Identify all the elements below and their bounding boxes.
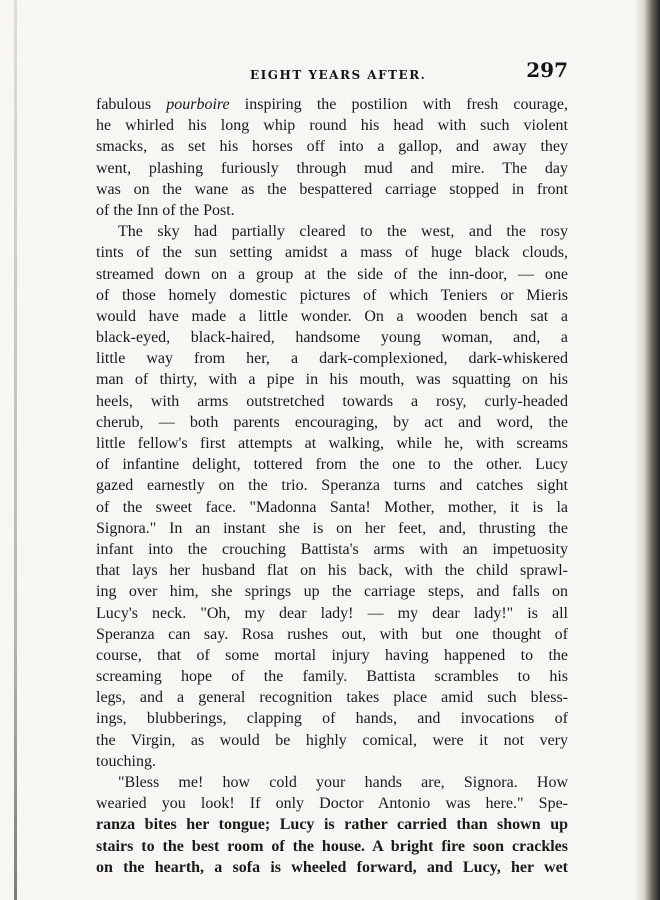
text-line: man of thirty, with a pipe in his mouth, was squatting on his [96, 371, 568, 389]
text-line: went, plashing furiously through mud and mire. The day [96, 159, 568, 177]
text-line: that lays her husband flat on his back, with the child sprawl- [96, 562, 568, 580]
text-line: touching. [96, 752, 156, 770]
page-number: 297 [526, 58, 568, 82]
text-line: little way from her, a dark-complexioned, dark-whiskered [96, 350, 568, 368]
text-line: would have made a little wonder. On a wooden bench sat a [96, 307, 568, 325]
text-line: legs, and a general recognition takes place amid such bless- [96, 689, 568, 707]
text-line: ings, blubberings, clapping of hands, and invocations of [96, 710, 568, 728]
running-title: EIGHT YEARS AFTER. [250, 68, 427, 82]
text-line: Speranza can say. Rosa rushes out, with but one thought of [96, 625, 568, 643]
text-line: he whirled his long whip round his head with such violent [96, 117, 568, 135]
text-line: ranza bites her tongue; Lucy is rather carried than shown up [96, 816, 568, 834]
text-line: on the hearth, a sofa is wheeled forward, and Lucy, her wet [96, 858, 568, 876]
italic-word: pourboire [166, 96, 230, 113]
text-line: tints of the sun setting amidst a mass of huge black clouds, [96, 244, 568, 262]
text-line: screaming hope of the family. Battista scrambles to his [96, 668, 568, 686]
page-header [96, 58, 568, 92]
text-line: The sky had partially cleared to the west, and the rosy [118, 223, 568, 241]
text-line: was on the wane as the bespattered carriage stopped in front [96, 180, 568, 198]
text-line: streamed down on a group at the side of the inn-door, — one [96, 265, 568, 283]
text-line: of the sweet face. "Madonna Santa! Mother, mother, it is la [96, 498, 568, 516]
text-segment: fabulous [96, 96, 167, 113]
text-line: smacks, as set his horses off into a gallop, and away they [96, 138, 568, 156]
page-gutter-shadow [14, 0, 17, 900]
text-line: "Bless me! how cold your hands are, Signora. How [118, 774, 568, 791]
text-segment: inspiring the postilion with fresh courage, [229, 96, 568, 113]
text-line: stairs to the best room of the house. A bright fire soon crackles [96, 837, 568, 855]
text-line: the Virgin, as would be highly comical, were it not very [96, 731, 568, 749]
text-line: of those homely domestic pictures of which Teniers or Mieris [96, 286, 568, 304]
text-line: ing over him, she springs up the carriage steps, and falls on [96, 583, 568, 601]
text-line: black-eyed, black-haired, handsome young woman, and, a [96, 329, 568, 347]
text-line: of infantine delight, tottered from the one to the other. Lucy [96, 456, 568, 474]
text-line: cherub, — both parents encouraging, by act and word, the [96, 413, 568, 431]
text-line: heels, with arms outstretched towards a rosy, curly-headed [96, 392, 568, 410]
text-line: infant into the crouching Battista's arms with an impetuosity [96, 540, 568, 558]
page-edge-shadow [634, 0, 660, 900]
text-line: course, that of some mortal injury having happened to the [96, 646, 568, 664]
text-line: Lucy's neck. "Oh, my dear lady! — my dear lady!" is all [96, 604, 568, 622]
text-line: wearied you look! If only Doctor Antonio was here." Spe- [96, 795, 568, 813]
text-line: of the Inn of the Post. [96, 201, 235, 219]
text-line: gazed earnestly on the trio. Speranza turns and catches sight [96, 477, 568, 495]
text-line: little fellow's first attempts at walking, while he, with screams [96, 435, 568, 452]
text-line [96, 94, 568, 115]
body-text [96, 94, 568, 878]
text-line: Signora." In an instant she is on her feet, and, thrusting the [96, 519, 568, 537]
